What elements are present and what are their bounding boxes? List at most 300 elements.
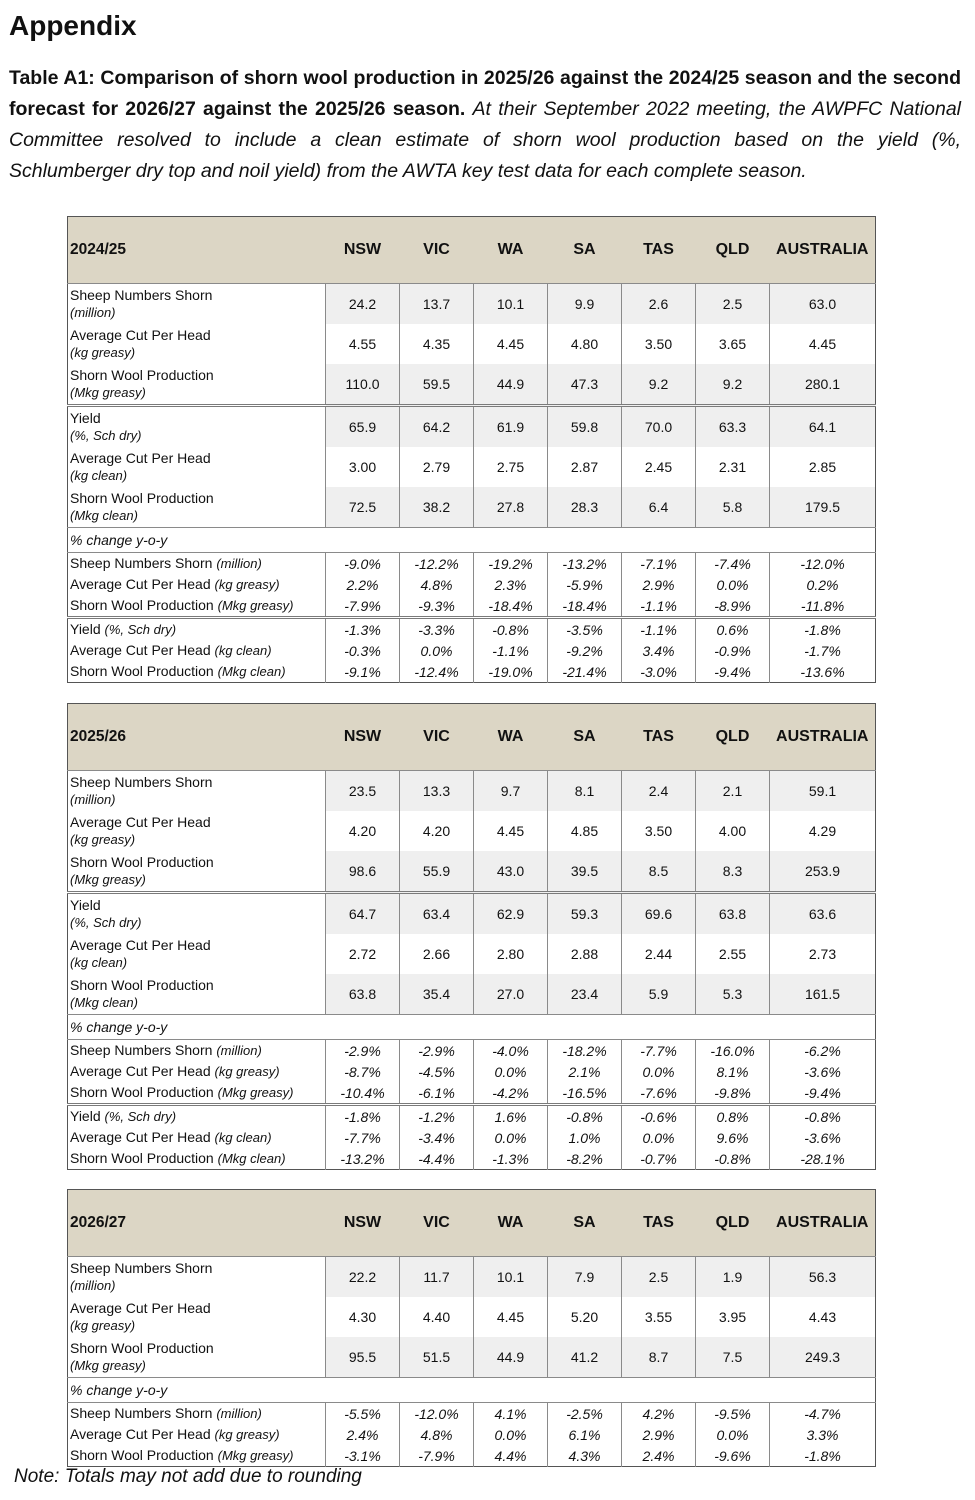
- column-header: TAS: [622, 1190, 696, 1257]
- table-cell: 13.7: [400, 284, 474, 325]
- table-cell: -28.1%: [770, 1148, 876, 1170]
- row-unit: (%, Sch dry): [70, 428, 142, 443]
- row-label: [68, 1424, 326, 1445]
- table-cell: -1.8%: [326, 1105, 400, 1128]
- table-cell: -8.2%: [548, 1148, 622, 1170]
- row-unit: (kg greasy): [70, 345, 136, 360]
- table-cell: 4.85: [548, 811, 622, 851]
- table-cell: 3.50: [622, 811, 696, 851]
- table-cell: 4.29: [770, 811, 876, 851]
- row-unit: (million): [70, 305, 116, 320]
- table-cell: 179.5: [770, 487, 876, 528]
- row-label-text: Average Cut Per Head: [70, 1063, 215, 1079]
- table-row: [68, 1424, 876, 1445]
- table-cell: -5.9%: [548, 574, 622, 595]
- table-row: [68, 1148, 876, 1170]
- table-cell: 280.1: [770, 364, 876, 406]
- table-cell: -0.8%: [696, 1148, 770, 1170]
- table-cell: -0.8%: [474, 618, 548, 641]
- table-cell: 95.5: [326, 1337, 400, 1378]
- table-cell: -4.4%: [400, 1148, 474, 1170]
- table-cell: -7.7%: [622, 1040, 696, 1062]
- column-header: NSW: [326, 704, 400, 771]
- table-cell: 3.3%: [770, 1424, 876, 1445]
- table-cell: 7.9: [548, 1257, 622, 1298]
- row-unit: (Mkg clean): [217, 664, 286, 679]
- table-cell: 9.6%: [696, 1127, 770, 1148]
- column-header: WA: [474, 217, 548, 284]
- table-cell: -3.4%: [400, 1127, 474, 1148]
- table-cell: 2.85: [770, 447, 876, 487]
- table-row: [68, 595, 876, 618]
- table-cell: 2.87: [548, 447, 622, 487]
- table-cell: -21.4%: [548, 661, 622, 683]
- row-label: [68, 1257, 326, 1298]
- table-cell: 23.5: [326, 771, 400, 812]
- row-unit: (kg clean): [70, 468, 128, 483]
- table-cell: 4.45: [474, 811, 548, 851]
- column-header: QLD: [696, 704, 770, 771]
- table-cell: 64.7: [326, 893, 400, 935]
- table-cell: 44.9: [474, 1337, 548, 1378]
- table-cell: 44.9: [474, 364, 548, 406]
- caption-description: At their September 2022 meeting, the AWPFC National Committee resolved to include a clean estimate of shorn wool production based on the yield (%, Schlumberger dry top and noil yield) from the AWTA key test data for each complete season.: [9, 98, 962, 182]
- season-header: 2026/27: [68, 1190, 326, 1257]
- table-cell: -1.8%: [770, 1445, 876, 1467]
- row-unit: (kg greasy): [70, 1318, 136, 1333]
- table-cell: -6.1%: [400, 1082, 474, 1105]
- table-row: [68, 893, 876, 935]
- table-cell: 8.7: [622, 1337, 696, 1378]
- table-cell: 63.6: [770, 893, 876, 935]
- table-cell: 2.73: [770, 934, 876, 974]
- table-cell: -1.3%: [474, 1148, 548, 1170]
- table-row: [68, 618, 876, 641]
- row-label: [68, 324, 326, 364]
- column-header: SA: [548, 217, 622, 284]
- row-label-text: Sheep Numbers Shorn: [70, 1260, 213, 1276]
- table-cell: 9.2: [696, 364, 770, 406]
- pct-change-title-row: [68, 1015, 876, 1040]
- table-cell: -7.9%: [326, 595, 400, 618]
- row-label: [68, 406, 326, 448]
- row-label: [68, 574, 326, 595]
- table-cell: 1.0%: [548, 1127, 622, 1148]
- pct-change-title: % change y-o-y: [68, 1378, 876, 1403]
- table-row: [68, 1257, 876, 1298]
- table-cell: 2.66: [400, 934, 474, 974]
- table-cell: -0.6%: [622, 1105, 696, 1128]
- table-row: [68, 487, 876, 528]
- table-row: [68, 364, 876, 406]
- table-cell: -9.8%: [696, 1082, 770, 1105]
- table-cell: 59.5: [400, 364, 474, 406]
- table-cell: 4.80: [548, 324, 622, 364]
- table-row: [68, 1297, 876, 1337]
- table-cell: -19.0%: [474, 661, 548, 683]
- table-cell: 61.9: [474, 406, 548, 448]
- table-cell: 27.8: [474, 487, 548, 528]
- table-cell: 4.45: [474, 324, 548, 364]
- row-label: [68, 1061, 326, 1082]
- row-label: [68, 661, 326, 683]
- row-label: [68, 1105, 326, 1128]
- table-cell: -7.4%: [696, 553, 770, 575]
- wool-table-2026-27: [67, 1189, 876, 1467]
- table-cell: 8.1: [548, 771, 622, 812]
- table-cell: 70.0: [622, 406, 696, 448]
- pct-change-title-row: [68, 528, 876, 553]
- row-label: [68, 618, 326, 641]
- table-cell: -11.8%: [770, 595, 876, 618]
- table-row: [68, 771, 876, 812]
- table-cell: -13.6%: [770, 661, 876, 683]
- wool-table-2025-26: [67, 703, 876, 1170]
- column-header: VIC: [400, 704, 474, 771]
- row-label-text: Yield: [70, 410, 101, 426]
- table-cell: -1.7%: [770, 640, 876, 661]
- table-row: [68, 553, 876, 575]
- table-cell: 2.1%: [548, 1061, 622, 1082]
- table-cell: 4.4%: [474, 1445, 548, 1467]
- table-cell: 41.2: [548, 1337, 622, 1378]
- table-cell: 11.7: [400, 1257, 474, 1298]
- table-cell: 2.9%: [622, 574, 696, 595]
- table-cell: 4.30: [326, 1297, 400, 1337]
- table-cell: 2.5: [622, 1257, 696, 1298]
- table-cell: 2.88: [548, 934, 622, 974]
- table-cell: -0.9%: [696, 640, 770, 661]
- table-row: [68, 1403, 876, 1425]
- row-unit: (Mkg clean): [70, 995, 138, 1010]
- row-label-text: Average Cut Per Head: [70, 576, 215, 592]
- table-header-row: [68, 217, 876, 284]
- row-label-text: Average Cut Per Head: [70, 1300, 211, 1316]
- row-label: [68, 1445, 326, 1467]
- table-cell: 2.45: [622, 447, 696, 487]
- column-header: NSW: [326, 1190, 400, 1257]
- row-label-text: Average Cut Per Head: [70, 1426, 215, 1442]
- row-unit: (Mkg clean): [70, 508, 138, 523]
- table-cell: 6.4: [622, 487, 696, 528]
- row-label-text: Average Cut Per Head: [70, 814, 211, 830]
- row-unit: (million): [216, 1406, 262, 1421]
- row-unit: (kg clean): [214, 643, 272, 658]
- table-cell: -13.2%: [548, 553, 622, 575]
- table-cell: 4.8%: [400, 574, 474, 595]
- table-cell: -12.0%: [400, 1403, 474, 1425]
- table-cell: -3.6%: [770, 1061, 876, 1082]
- table-cell: 4.35: [400, 324, 474, 364]
- table-cell: -16.5%: [548, 1082, 622, 1105]
- table-cell: 4.45: [770, 324, 876, 364]
- table-cell: 2.6: [622, 284, 696, 325]
- table-cell: -0.8%: [548, 1105, 622, 1128]
- row-label: [68, 1127, 326, 1148]
- row-label-text: Shorn Wool Production: [70, 490, 214, 506]
- row-label: [68, 811, 326, 851]
- table-cell: 8.5: [622, 851, 696, 893]
- table-cell: 2.75: [474, 447, 548, 487]
- table-cell: 63.4: [400, 893, 474, 935]
- table-row: [68, 1061, 876, 1082]
- row-label-text: Yield: [70, 897, 101, 913]
- table-cell: -7.7%: [326, 1127, 400, 1148]
- table-cell: 4.1%: [474, 1403, 548, 1425]
- table-cell: 0.0%: [622, 1127, 696, 1148]
- table-cell: 3.4%: [622, 640, 696, 661]
- table-cell: 3.00: [326, 447, 400, 487]
- column-header: TAS: [622, 217, 696, 284]
- row-unit: (kg greasy): [70, 832, 136, 847]
- table-cell: 2.1: [696, 771, 770, 812]
- column-header: AUSTRALIA: [770, 217, 876, 284]
- table-cell: 110.0: [326, 364, 400, 406]
- row-label-text: Average Cut Per Head: [70, 1129, 215, 1145]
- table-cell: 161.5: [770, 974, 876, 1015]
- table-cell: 0.6%: [696, 618, 770, 641]
- pct-change-title: % change y-o-y: [68, 1015, 876, 1040]
- column-header: VIC: [400, 1190, 474, 1257]
- table-cell: 0.8%: [696, 1105, 770, 1128]
- table-cell: 59.8: [548, 406, 622, 448]
- table-row: [68, 661, 876, 683]
- table-cell: -13.2%: [326, 1148, 400, 1170]
- season-header: 2024/25: [68, 217, 326, 284]
- table-cell: 0.0%: [474, 1061, 548, 1082]
- table-row: [68, 1127, 876, 1148]
- row-unit: (%, Sch dry): [70, 915, 142, 930]
- table-cell: 2.9%: [622, 1424, 696, 1445]
- table-cell: 2.5: [696, 284, 770, 325]
- table-cell: -4.7%: [770, 1403, 876, 1425]
- table-cell: 5.20: [548, 1297, 622, 1337]
- row-label-text: Sheep Numbers Shorn: [70, 1405, 217, 1421]
- table-cell: -2.9%: [326, 1040, 400, 1062]
- row-label-text: Shorn Wool Production: [70, 663, 218, 679]
- row-label-text: Average Cut Per Head: [70, 937, 211, 953]
- table-cell: 4.20: [326, 811, 400, 851]
- table-cell: 9.9: [548, 284, 622, 325]
- wool-table-2024-25: [67, 216, 876, 683]
- table-cell: 0.0%: [474, 1424, 548, 1445]
- table-cell: -3.3%: [400, 618, 474, 641]
- table-caption: [9, 63, 961, 187]
- row-label: [68, 1040, 326, 1062]
- row-unit: (kg greasy): [214, 1064, 280, 1079]
- table-cell: 2.72: [326, 934, 400, 974]
- table-cell: -5.5%: [326, 1403, 400, 1425]
- column-header: SA: [548, 1190, 622, 1257]
- table-cell: -7.9%: [400, 1445, 474, 1467]
- table-cell: -9.2%: [548, 640, 622, 661]
- row-label-text: Yield: [70, 1108, 105, 1124]
- row-label-text: Sheep Numbers Shorn: [70, 555, 217, 571]
- row-label-text: Yield: [70, 621, 105, 637]
- row-unit: (kg greasy): [214, 1427, 280, 1442]
- table-row: [68, 1337, 876, 1378]
- row-unit: (%, Sch dry): [104, 622, 177, 637]
- table-cell: -0.3%: [326, 640, 400, 661]
- row-label-text: Shorn Wool Production: [70, 977, 214, 993]
- row-label: [68, 487, 326, 528]
- table-header-row: [68, 1190, 876, 1257]
- table-cell: 4.8%: [400, 1424, 474, 1445]
- row-unit: (Mkg greasy): [70, 385, 146, 400]
- table-row: [68, 574, 876, 595]
- table-cell: 2.44: [622, 934, 696, 974]
- table-cell: -4.5%: [400, 1061, 474, 1082]
- table-row: [68, 1445, 876, 1467]
- table-cell: 3.55: [622, 1297, 696, 1337]
- table-row: [68, 1082, 876, 1105]
- row-label: [68, 771, 326, 812]
- table-cell: 55.9: [400, 851, 474, 893]
- table-cell: 3.95: [696, 1297, 770, 1337]
- row-label-text: Average Cut Per Head: [70, 450, 211, 466]
- row-label-text: Shorn Wool Production: [70, 1150, 218, 1166]
- table-row: [68, 974, 876, 1015]
- table-cell: -2.9%: [400, 1040, 474, 1062]
- row-label: [68, 1403, 326, 1425]
- table-cell: 2.3%: [474, 574, 548, 595]
- table-cell: 23.4: [548, 974, 622, 1015]
- table-cell: 2.80: [474, 934, 548, 974]
- table-row: [68, 811, 876, 851]
- table-cell: -9.1%: [326, 661, 400, 683]
- footnote: Note: Totals may not add due to rounding: [14, 1466, 362, 1487]
- table-cell: 22.2: [326, 1257, 400, 1298]
- row-label-text: Sheep Numbers Shorn: [70, 1042, 217, 1058]
- row-label-text: Sheep Numbers Shorn: [70, 774, 213, 790]
- row-label: [68, 934, 326, 974]
- table-cell: 72.5: [326, 487, 400, 528]
- row-label-text: Shorn Wool Production: [70, 597, 218, 613]
- table-row: [68, 447, 876, 487]
- table-cell: 4.43: [770, 1297, 876, 1337]
- table-cell: 64.2: [400, 406, 474, 448]
- column-header: SA: [548, 704, 622, 771]
- table-cell: -1.1%: [474, 640, 548, 661]
- row-label-text: Shorn Wool Production: [70, 1340, 214, 1356]
- row-unit: (million): [216, 1043, 262, 1058]
- row-label: [68, 974, 326, 1015]
- table-cell: 10.1: [474, 284, 548, 325]
- column-header: WA: [474, 704, 548, 771]
- row-label-text: Shorn Wool Production: [70, 854, 214, 870]
- table-cell: -18.4%: [548, 595, 622, 618]
- table-cell: 4.40: [400, 1297, 474, 1337]
- table-cell: -18.2%: [548, 1040, 622, 1062]
- row-unit: (Mkg greasy): [217, 1448, 294, 1463]
- table-cell: 2.79: [400, 447, 474, 487]
- table-row: [68, 1105, 876, 1128]
- column-header: AUSTRALIA: [770, 1190, 876, 1257]
- table-cell: -9.4%: [770, 1082, 876, 1105]
- table-cell: 27.0: [474, 974, 548, 1015]
- pct-change-title-row: [68, 1378, 876, 1403]
- row-label: [68, 1148, 326, 1170]
- table-cell: 0.0%: [696, 1424, 770, 1445]
- row-unit: (Mkg greasy): [217, 1085, 294, 1100]
- table-cell: -8.9%: [696, 595, 770, 618]
- table-cell: 63.8: [696, 893, 770, 935]
- table-cell: 0.2%: [770, 574, 876, 595]
- table-cell: -12.2%: [400, 553, 474, 575]
- table-cell: 4.20: [400, 811, 474, 851]
- table-cell: 56.3: [770, 1257, 876, 1298]
- season-header: 2025/26: [68, 704, 326, 771]
- row-label-text: Sheep Numbers Shorn: [70, 287, 213, 303]
- row-label: [68, 553, 326, 575]
- row-label: [68, 1337, 326, 1378]
- table-cell: 63.8: [326, 974, 400, 1015]
- table-cell: 65.9: [326, 406, 400, 448]
- table-cell: 4.45: [474, 1297, 548, 1337]
- table-cell: -1.3%: [326, 618, 400, 641]
- table-cell: -12.4%: [400, 661, 474, 683]
- row-unit: (kg clean): [214, 1130, 272, 1145]
- row-label-text: Shorn Wool Production: [70, 1084, 218, 1100]
- table-cell: 63.0: [770, 284, 876, 325]
- table-cell: -10.4%: [326, 1082, 400, 1105]
- table-cell: -9.0%: [326, 553, 400, 575]
- row-unit: (kg clean): [70, 955, 128, 970]
- table-cell: 24.2: [326, 284, 400, 325]
- row-label: [68, 1297, 326, 1337]
- row-unit: (million): [70, 1278, 116, 1293]
- table-cell: -7.6%: [622, 1082, 696, 1105]
- table-cell: -16.0%: [696, 1040, 770, 1062]
- table-cell: 35.4: [400, 974, 474, 1015]
- table-cell: -3.6%: [770, 1127, 876, 1148]
- table-cell: 43.0: [474, 851, 548, 893]
- table-cell: 3.50: [622, 324, 696, 364]
- table-cell: 6.1%: [548, 1424, 622, 1445]
- column-header: QLD: [696, 1190, 770, 1257]
- table-cell: -9.5%: [696, 1403, 770, 1425]
- table-cell: 2.31: [696, 447, 770, 487]
- table-cell: 7.5: [696, 1337, 770, 1378]
- table-cell: -1.1%: [622, 595, 696, 618]
- table-cell: 8.3: [696, 851, 770, 893]
- table-cell: -18.4%: [474, 595, 548, 618]
- row-label-text: Shorn Wool Production: [70, 1447, 218, 1463]
- row-label: [68, 284, 326, 325]
- table-cell: 1.9: [696, 1257, 770, 1298]
- table-cell: 5.8: [696, 487, 770, 528]
- row-unit: (million): [70, 792, 116, 807]
- table-cell: 5.9: [622, 974, 696, 1015]
- table-cell: -2.5%: [548, 1403, 622, 1425]
- table-cell: 4.2%: [622, 1403, 696, 1425]
- table-cell: -7.1%: [622, 553, 696, 575]
- row-label-text: Shorn Wool Production: [70, 367, 214, 383]
- column-header: VIC: [400, 217, 474, 284]
- row-label: [68, 640, 326, 661]
- table-cell: 59.1: [770, 771, 876, 812]
- table-cell: 0.0%: [400, 640, 474, 661]
- table-cell: -12.0%: [770, 553, 876, 575]
- table-cell: -0.7%: [622, 1148, 696, 1170]
- row-label-text: Average Cut Per Head: [70, 642, 215, 658]
- page-heading: Appendix: [9, 10, 137, 41]
- table-cell: 59.3: [548, 893, 622, 935]
- table-cell: 2.55: [696, 934, 770, 974]
- table-cell: -19.2%: [474, 553, 548, 575]
- table-cell: 4.00: [696, 811, 770, 851]
- row-unit: (Mkg greasy): [217, 598, 294, 613]
